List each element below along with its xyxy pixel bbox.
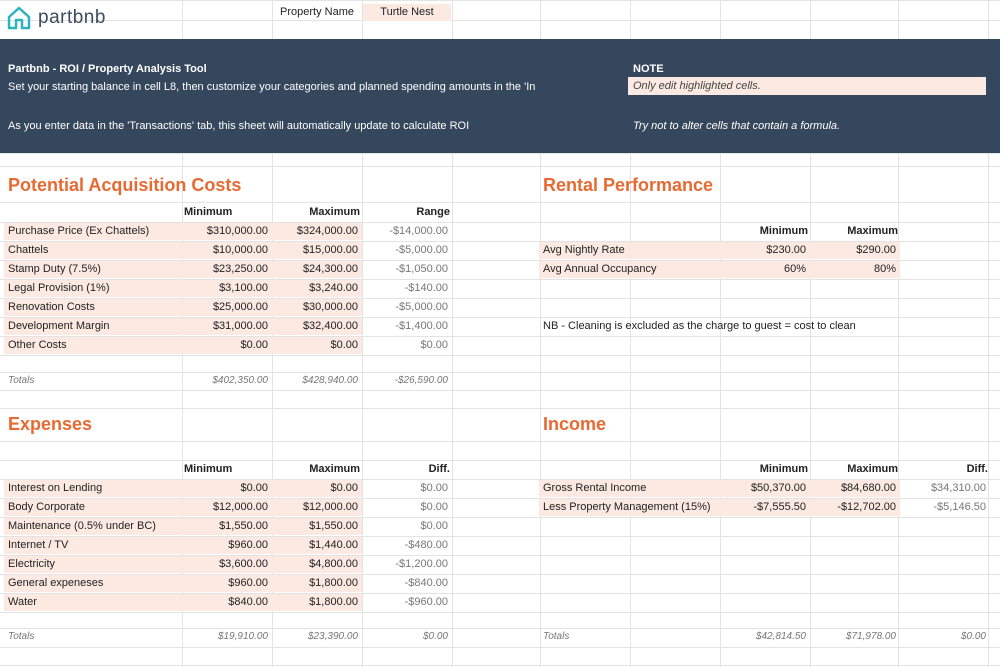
inc-header-max: Maximum [847, 463, 898, 475]
exp-total-max: $23,390.00 [307, 631, 358, 642]
house-icon [6, 5, 32, 31]
acq-row-range: $0.00 [420, 339, 448, 351]
acq-totals-label: Totals [8, 375, 35, 386]
exp-row-max[interactable]: $1,550.00 [272, 518, 362, 535]
acq-row-label: Legal Provision (1%) [4, 280, 182, 297]
inc-total-min: $42,814.50 [755, 631, 806, 642]
acq-row-max[interactable]: $3,240.00 [272, 280, 362, 297]
inc-row-diff: -$5,146.50 [933, 501, 986, 513]
exp-row-label: Body Corporate [4, 499, 182, 516]
acq-row-label: Stamp Duty (7.5%) [4, 261, 182, 278]
inc-row-label: Gross Rental Income [539, 480, 720, 497]
grid-row-line [0, 612, 1000, 613]
exp-row-diff: $0.00 [420, 482, 448, 494]
property-name-field[interactable]: Turtle Nest [363, 4, 451, 21]
exp-row-label: Electricity [4, 556, 182, 573]
banner-title: Partbnb - ROI / Property Analysis Tool [8, 63, 207, 75]
acq-row-min[interactable]: $23,250.00 [182, 261, 272, 278]
acq-row-min[interactable]: $0.00 [182, 337, 272, 354]
grid-row-line [0, 441, 1000, 442]
grid-row-line [0, 153, 1000, 154]
acq-total-range: -$26,590.00 [394, 375, 448, 386]
exp-row-max[interactable]: $0.00 [272, 480, 362, 497]
acq-row-range: -$140.00 [404, 282, 448, 294]
acq-total-min: $402,350.00 [212, 375, 268, 386]
header-banner [0, 39, 1000, 153]
inc-total-max: $71,978.00 [845, 631, 896, 642]
exp-row-diff: -$840.00 [404, 577, 448, 589]
grid-row-line [0, 20, 1000, 21]
rental-row-min[interactable]: $230.00 [720, 242, 810, 259]
exp-row-diff: -$960.00 [404, 596, 448, 608]
rental-header-min: Minimum [759, 225, 808, 237]
property-name-label: Property Name [280, 6, 354, 18]
acq-header-max: Maximum [309, 206, 360, 218]
acq-header-range: Range [416, 206, 450, 218]
banner-instructions: Set your starting balance in cell L8, then customize your categories and planned spending amounts in the 'In [8, 81, 536, 93]
note-title: NOTE [633, 63, 664, 75]
rental-row-max[interactable]: $290.00 [810, 242, 900, 259]
note-text-2: Try not to alter cells that contain a formula. [633, 120, 841, 132]
acq-row-range: -$5,000.00 [395, 301, 448, 313]
exp-row-diff: -$1,200.00 [395, 558, 448, 570]
logo-text: partbnb [38, 7, 106, 28]
exp-row-min[interactable]: $0.00 [182, 480, 272, 497]
exp-row-label: General expeneses [4, 575, 182, 592]
inc-header-min: Minimum [759, 463, 808, 475]
acq-total-max: $428,940.00 [302, 375, 358, 386]
exp-row-diff: -$480.00 [404, 539, 448, 551]
acq-row-min[interactable]: $25,000.00 [182, 299, 272, 316]
acq-row-range: -$5,000.00 [395, 244, 448, 256]
exp-row-label: Interest on Lending [4, 480, 182, 497]
cleaning-note: NB - Cleaning is excluded as the charge to guest = cost to clean [543, 320, 856, 332]
exp-header-min: Minimum [184, 463, 233, 475]
rental-header-max: Maximum [847, 225, 898, 237]
grid-row-line [0, 355, 1000, 356]
exp-row-max[interactable]: $1,800.00 [272, 594, 362, 611]
grid-row-line [0, 166, 1000, 167]
exp-row-label: Internet / TV [4, 537, 182, 554]
inc-row-diff: $34,310.00 [930, 482, 986, 494]
exp-row-max[interactable]: $1,800.00 [272, 575, 362, 592]
acq-row-label: Purchase Price (Ex Chattels) [4, 223, 182, 240]
grid-row-line [0, 390, 1000, 391]
exp-header-max: Maximum [309, 463, 360, 475]
acq-row-max[interactable]: $324,000.00 [272, 223, 362, 240]
exp-totals-label: Totals [8, 631, 35, 642]
inc-row-label: Less Property Management (15%) [539, 499, 720, 516]
exp-row-max[interactable]: $4,800.00 [272, 556, 362, 573]
exp-row-min[interactable]: $1,550.00 [182, 518, 272, 535]
acq-row-max[interactable]: $0.00 [272, 337, 362, 354]
rental-row-label: Avg Nightly Rate [539, 242, 720, 259]
exp-row-min[interactable]: $960.00 [182, 537, 272, 554]
acq-row-range: -$1,050.00 [395, 263, 448, 275]
inc-total-diff: $0.00 [960, 631, 986, 642]
exp-row-min[interactable]: $960.00 [182, 575, 272, 592]
inc-header-diff: Diff. [966, 463, 988, 475]
inc-totals-label: Totals [543, 631, 570, 642]
banner-instructions-2: As you enter data in the 'Transactions' tab, this sheet will automatically update to calculate ROI [8, 120, 470, 132]
note-text: Only edit highlighted cells. [628, 77, 986, 95]
exp-header-diff: Diff. [428, 463, 450, 475]
grid-row-line [0, 0, 1000, 1]
acq-row-min[interactable]: $310,000.00 [182, 223, 272, 240]
exp-row-min[interactable]: $840.00 [182, 594, 272, 611]
acq-row-max[interactable]: $32,400.00 [272, 318, 362, 335]
acq-row-min[interactable]: $31,000.00 [182, 318, 272, 335]
rental-title: Rental Performance [543, 175, 714, 195]
exp-row-label: Maintenance (0.5% under BC) [4, 518, 182, 535]
inc-row-min[interactable]: $50,370.00 [720, 480, 810, 497]
grid-row-line [0, 408, 1000, 409]
acq-row-label: Renovation Costs [4, 299, 182, 316]
rental-row-min[interactable]: 60% [720, 261, 810, 278]
exp-total-min: $19,910.00 [217, 631, 268, 642]
inc-row-min[interactable]: -$7,555.50 [720, 499, 810, 516]
acquisition-title: Potential Acquisition Costs [8, 175, 242, 195]
exp-row-min[interactable]: $12,000.00 [182, 499, 272, 516]
exp-row-diff: $0.00 [420, 520, 448, 532]
acq-row-min[interactable]: $3,100.00 [182, 280, 272, 297]
grid-row-line [0, 202, 1000, 203]
acq-row-range: -$14,000.00 [389, 225, 448, 237]
grid-row-line [0, 647, 1000, 648]
expenses-title: Expenses [8, 414, 93, 434]
acq-row-min[interactable]: $10,000.00 [182, 242, 272, 259]
exp-row-max[interactable]: $1,440.00 [272, 537, 362, 554]
acq-row-label: Chattels [4, 242, 182, 259]
income-title: Income [543, 414, 607, 434]
rental-row-max[interactable]: 80% [810, 261, 900, 278]
rental-row-label: Avg Annual Occupancy [539, 261, 720, 278]
exp-total-diff: $0.00 [422, 631, 448, 642]
grid-row-line [0, 665, 1000, 666]
exp-row-diff: $0.00 [420, 501, 448, 513]
exp-row-min[interactable]: $3,600.00 [182, 556, 272, 573]
acq-row-max[interactable]: $15,000.00 [272, 242, 362, 259]
acq-row-max[interactable]: $24,300.00 [272, 261, 362, 278]
grid-row-line [0, 460, 1000, 461]
acq-row-max[interactable]: $30,000.00 [272, 299, 362, 316]
acq-header-min: Minimum [184, 206, 233, 218]
acq-row-range: -$1,400.00 [395, 320, 448, 332]
acq-row-label: Development Margin [4, 318, 182, 335]
inc-row-max[interactable]: -$12,702.00 [810, 499, 900, 516]
inc-row-max[interactable]: $84,680.00 [810, 480, 900, 497]
partbnb-logo [6, 4, 106, 32]
exp-row-label: Water [4, 594, 182, 611]
exp-row-max[interactable]: $12,000.00 [272, 499, 362, 516]
acq-row-label: Other Costs [4, 337, 182, 354]
